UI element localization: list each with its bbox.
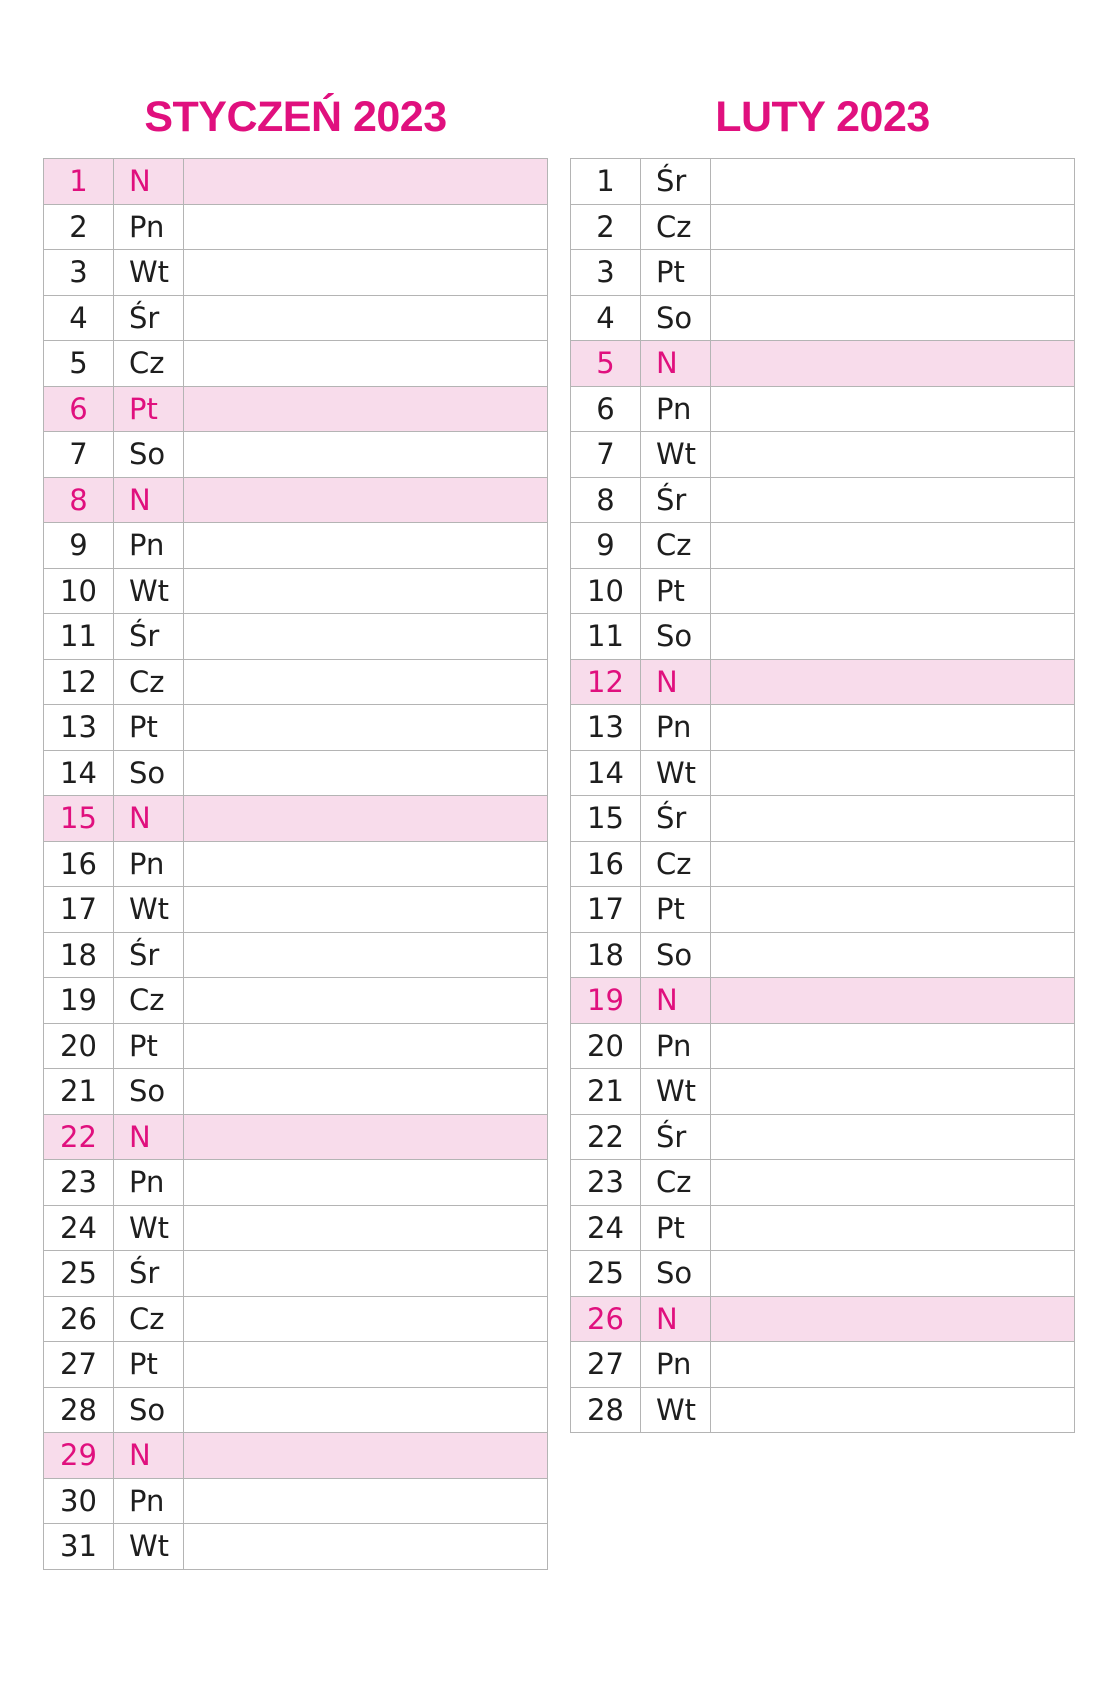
day-number: 5: [571, 341, 641, 387]
notes-cell[interactable]: [711, 1205, 1075, 1251]
weekday-abbreviation: Wt: [114, 887, 184, 933]
weekday-abbreviation: So: [114, 1387, 184, 1433]
day-row: [44, 978, 548, 1024]
day-row: [571, 932, 1075, 978]
notes-cell[interactable]: [184, 932, 548, 978]
day-row: [44, 295, 548, 341]
weekday-abbreviation: Śr: [641, 159, 711, 205]
day-number: 3: [44, 250, 114, 296]
weekday-abbreviation: So: [114, 750, 184, 796]
day-row: [44, 1205, 548, 1251]
weekday-abbreviation: So: [641, 1251, 711, 1297]
day-row: [44, 1387, 548, 1433]
notes-cell[interactable]: [184, 1205, 548, 1251]
weekday-abbreviation: Wt: [641, 432, 711, 478]
notes-cell[interactable]: [711, 705, 1075, 751]
day-row: [571, 477, 1075, 523]
day-number: 1: [44, 159, 114, 205]
day-row: [44, 523, 548, 569]
day-row: [571, 1114, 1075, 1160]
day-number: 22: [44, 1114, 114, 1160]
notes-cell[interactable]: [711, 887, 1075, 933]
notes-cell[interactable]: [184, 978, 548, 1024]
weekday-abbreviation: Cz: [114, 1296, 184, 1342]
weekday-abbreviation: N: [114, 1433, 184, 1479]
weekday-abbreviation: Wt: [641, 1069, 711, 1115]
day-row: [571, 1387, 1075, 1433]
day-row: [571, 978, 1075, 1024]
weekday-abbreviation: Pn: [114, 841, 184, 887]
day-number: 10: [44, 568, 114, 614]
weekday-abbreviation: Pt: [641, 1205, 711, 1251]
notes-cell[interactable]: [711, 978, 1075, 1024]
day-number: 9: [571, 523, 641, 569]
day-row: [44, 568, 548, 614]
day-row: [44, 1478, 548, 1524]
day-row: [44, 841, 548, 887]
day-row: [44, 796, 548, 842]
day-number: 19: [44, 978, 114, 1024]
day-row: [571, 1160, 1075, 1206]
day-row: [44, 1433, 548, 1479]
day-row: [44, 1251, 548, 1297]
weekday-abbreviation: Śr: [114, 614, 184, 660]
notes-cell[interactable]: [184, 1023, 548, 1069]
day-number: 19: [571, 978, 641, 1024]
day-number: 11: [571, 614, 641, 660]
day-number: 12: [571, 659, 641, 705]
notes-cell[interactable]: [184, 1069, 548, 1115]
weekday-abbreviation: Pn: [641, 705, 711, 751]
day-number: 24: [571, 1205, 641, 1251]
notes-cell[interactable]: [184, 386, 548, 432]
weekday-abbreviation: Cz: [641, 523, 711, 569]
weekday-abbreviation: N: [114, 1114, 184, 1160]
notes-cell[interactable]: [711, 1069, 1075, 1115]
day-number: 15: [571, 796, 641, 842]
day-row: [44, 932, 548, 978]
notes-cell[interactable]: [711, 523, 1075, 569]
day-row: [571, 1296, 1075, 1342]
day-row: [571, 295, 1075, 341]
day-number: 24: [44, 1205, 114, 1251]
notes-cell[interactable]: [184, 887, 548, 933]
day-row: [571, 887, 1075, 933]
day-number: 17: [44, 887, 114, 933]
day-number: 16: [571, 841, 641, 887]
notes-cell[interactable]: [184, 477, 548, 523]
day-number: 22: [571, 1114, 641, 1160]
day-row: [44, 1296, 548, 1342]
notes-cell[interactable]: [711, 1387, 1075, 1433]
notes-cell[interactable]: [184, 1342, 548, 1388]
day-row: [44, 477, 548, 523]
weekday-abbreviation: N: [641, 978, 711, 1024]
day-number: 31: [44, 1524, 114, 1570]
day-number: 21: [44, 1069, 114, 1115]
notes-cell[interactable]: [711, 1251, 1075, 1297]
day-number: 21: [571, 1069, 641, 1115]
day-number: 13: [44, 705, 114, 751]
notes-cell[interactable]: [184, 1433, 548, 1479]
day-row: [571, 568, 1075, 614]
day-number: 10: [571, 568, 641, 614]
weekday-abbreviation: Pn: [641, 1023, 711, 1069]
day-row: [44, 1069, 548, 1115]
day-number: 13: [571, 705, 641, 751]
weekday-abbreviation: So: [641, 295, 711, 341]
notes-cell[interactable]: [184, 341, 548, 387]
day-row: [571, 750, 1075, 796]
weekday-abbreviation: Śr: [641, 477, 711, 523]
day-row: [571, 523, 1075, 569]
weekday-abbreviation: Cz: [641, 1160, 711, 1206]
day-row: [571, 250, 1075, 296]
day-row: [571, 386, 1075, 432]
weekday-abbreviation: Pn: [114, 1478, 184, 1524]
weekday-abbreviation: Pt: [641, 250, 711, 296]
notes-cell[interactable]: [184, 841, 548, 887]
weekday-abbreviation: So: [641, 932, 711, 978]
weekday-abbreviation: Pn: [114, 204, 184, 250]
notes-cell[interactable]: [184, 159, 548, 205]
weekday-abbreviation: Wt: [114, 1524, 184, 1570]
notes-cell[interactable]: [711, 1296, 1075, 1342]
notes-cell[interactable]: [711, 614, 1075, 660]
day-number: 14: [571, 750, 641, 796]
day-row: [44, 1114, 548, 1160]
weekday-abbreviation: Pt: [114, 1023, 184, 1069]
notes-cell[interactable]: [711, 204, 1075, 250]
weekday-abbreviation: Pt: [641, 887, 711, 933]
day-row: [44, 204, 548, 250]
weekday-abbreviation: Cz: [114, 341, 184, 387]
notes-cell[interactable]: [184, 250, 548, 296]
calendar-table: [570, 158, 1075, 1433]
weekday-abbreviation: Wt: [641, 1387, 711, 1433]
notes-cell[interactable]: [711, 477, 1075, 523]
day-number: 29: [44, 1433, 114, 1479]
notes-cell[interactable]: [184, 432, 548, 478]
weekday-abbreviation: Cz: [114, 659, 184, 705]
weekday-abbreviation: Cz: [641, 204, 711, 250]
notes-cell[interactable]: [184, 796, 548, 842]
notes-cell[interactable]: [711, 250, 1075, 296]
day-row: [44, 159, 548, 205]
day-number: 4: [571, 295, 641, 341]
day-number: 6: [44, 386, 114, 432]
day-number: 5: [44, 341, 114, 387]
day-row: [571, 1251, 1075, 1297]
day-number: 6: [571, 386, 641, 432]
day-number: 3: [571, 250, 641, 296]
day-row: [571, 1023, 1075, 1069]
day-row: [44, 750, 548, 796]
day-row: [44, 887, 548, 933]
weekday-abbreviation: N: [641, 1296, 711, 1342]
day-row: [44, 659, 548, 705]
day-row: [44, 1342, 548, 1388]
notes-cell[interactable]: [184, 1387, 548, 1433]
weekday-abbreviation: Pt: [114, 705, 184, 751]
weekday-abbreviation: Pt: [114, 386, 184, 432]
notes-cell[interactable]: [184, 1296, 548, 1342]
notes-cell[interactable]: [184, 204, 548, 250]
day-number: 2: [44, 204, 114, 250]
day-number: 18: [571, 932, 641, 978]
weekday-abbreviation: Pn: [114, 523, 184, 569]
month-title: LUTY 2023: [715, 93, 930, 141]
day-row: [44, 1023, 548, 1069]
day-number: 20: [44, 1023, 114, 1069]
day-number: 12: [44, 659, 114, 705]
day-number: 25: [571, 1251, 641, 1297]
day-number: 8: [571, 477, 641, 523]
notes-cell[interactable]: [184, 614, 548, 660]
day-row: [571, 1205, 1075, 1251]
day-number: 9: [44, 523, 114, 569]
notes-cell[interactable]: [711, 432, 1075, 478]
weekday-abbreviation: So: [641, 614, 711, 660]
day-row: [44, 614, 548, 660]
weekday-abbreviation: N: [114, 477, 184, 523]
day-row: [44, 1160, 548, 1206]
day-row: [44, 386, 548, 432]
notes-cell[interactable]: [711, 159, 1075, 205]
day-number: 7: [571, 432, 641, 478]
month-title: STYCZEŃ 2023: [144, 93, 447, 141]
day-row: [571, 341, 1075, 387]
day-number: 8: [44, 477, 114, 523]
day-row: [571, 159, 1075, 205]
day-number: 4: [44, 295, 114, 341]
weekday-abbreviation: Wt: [114, 1205, 184, 1251]
weekday-abbreviation: Pn: [114, 1160, 184, 1206]
notes-cell[interactable]: [711, 659, 1075, 705]
day-number: 2: [571, 204, 641, 250]
notes-cell[interactable]: [711, 1114, 1075, 1160]
weekday-abbreviation: Cz: [641, 841, 711, 887]
day-number: 25: [44, 1251, 114, 1297]
notes-cell[interactable]: [711, 841, 1075, 887]
day-number: 27: [571, 1342, 641, 1388]
notes-cell[interactable]: [711, 1342, 1075, 1388]
day-row: [571, 659, 1075, 705]
day-number: 26: [571, 1296, 641, 1342]
notes-cell[interactable]: [711, 295, 1075, 341]
day-row: [44, 1524, 548, 1570]
notes-cell[interactable]: [184, 659, 548, 705]
notes-cell[interactable]: [184, 705, 548, 751]
day-number: 15: [44, 796, 114, 842]
day-row: [571, 614, 1075, 660]
weekday-abbreviation: Wt: [641, 750, 711, 796]
day-row: [44, 705, 548, 751]
day-row: [44, 250, 548, 296]
notes-cell[interactable]: [711, 341, 1075, 387]
notes-cell[interactable]: [184, 523, 548, 569]
day-number: 20: [571, 1023, 641, 1069]
day-number: 11: [44, 614, 114, 660]
day-number: 23: [44, 1160, 114, 1206]
notes-cell[interactable]: [711, 568, 1075, 614]
notes-cell[interactable]: [184, 568, 548, 614]
weekday-abbreviation: Śr: [114, 932, 184, 978]
notes-cell[interactable]: [711, 932, 1075, 978]
day-number: 17: [571, 887, 641, 933]
day-row: [571, 796, 1075, 842]
weekday-abbreviation: N: [641, 341, 711, 387]
day-row: [44, 432, 548, 478]
notes-cell[interactable]: [711, 796, 1075, 842]
notes-cell[interactable]: [184, 750, 548, 796]
weekday-abbreviation: N: [641, 659, 711, 705]
day-row: [571, 841, 1075, 887]
day-number: 14: [44, 750, 114, 796]
day-row: [571, 432, 1075, 478]
weekday-abbreviation: Wt: [114, 250, 184, 296]
day-number: 30: [44, 1478, 114, 1524]
day-number: 23: [571, 1160, 641, 1206]
weekday-abbreviation: So: [114, 432, 184, 478]
weekday-abbreviation: Pn: [641, 1342, 711, 1388]
day-number: 18: [44, 932, 114, 978]
notes-cell[interactable]: [184, 1160, 548, 1206]
weekday-abbreviation: Wt: [114, 568, 184, 614]
day-number: 1: [571, 159, 641, 205]
day-row: [571, 204, 1075, 250]
notes-cell[interactable]: [711, 750, 1075, 796]
day-row: [44, 341, 548, 387]
day-number: 28: [44, 1387, 114, 1433]
notes-cell[interactable]: [184, 295, 548, 341]
calendar-table: [43, 158, 548, 1570]
day-row: [571, 705, 1075, 751]
weekday-abbreviation: Śr: [114, 1251, 184, 1297]
weekday-abbreviation: Pn: [641, 386, 711, 432]
notes-cell[interactable]: [711, 1023, 1075, 1069]
weekday-abbreviation: Pt: [114, 1342, 184, 1388]
weekday-abbreviation: Śr: [114, 295, 184, 341]
day-row: [571, 1069, 1075, 1115]
notes-cell[interactable]: [184, 1114, 548, 1160]
day-number: 27: [44, 1342, 114, 1388]
notes-cell[interactable]: [184, 1524, 548, 1570]
day-number: 7: [44, 432, 114, 478]
day-number: 16: [44, 841, 114, 887]
weekday-abbreviation: Śr: [641, 796, 711, 842]
day-row: [571, 1342, 1075, 1388]
weekday-abbreviation: Śr: [641, 1114, 711, 1160]
weekday-abbreviation: N: [114, 159, 184, 205]
weekday-abbreviation: Pt: [641, 568, 711, 614]
day-number: 26: [44, 1296, 114, 1342]
notes-cell[interactable]: [184, 1478, 548, 1524]
weekday-abbreviation: N: [114, 796, 184, 842]
weekday-abbreviation: Cz: [114, 978, 184, 1024]
weekday-abbreviation: So: [114, 1069, 184, 1115]
notes-cell[interactable]: [711, 386, 1075, 432]
notes-cell[interactable]: [184, 1251, 548, 1297]
day-number: 28: [571, 1387, 641, 1433]
notes-cell[interactable]: [711, 1160, 1075, 1206]
